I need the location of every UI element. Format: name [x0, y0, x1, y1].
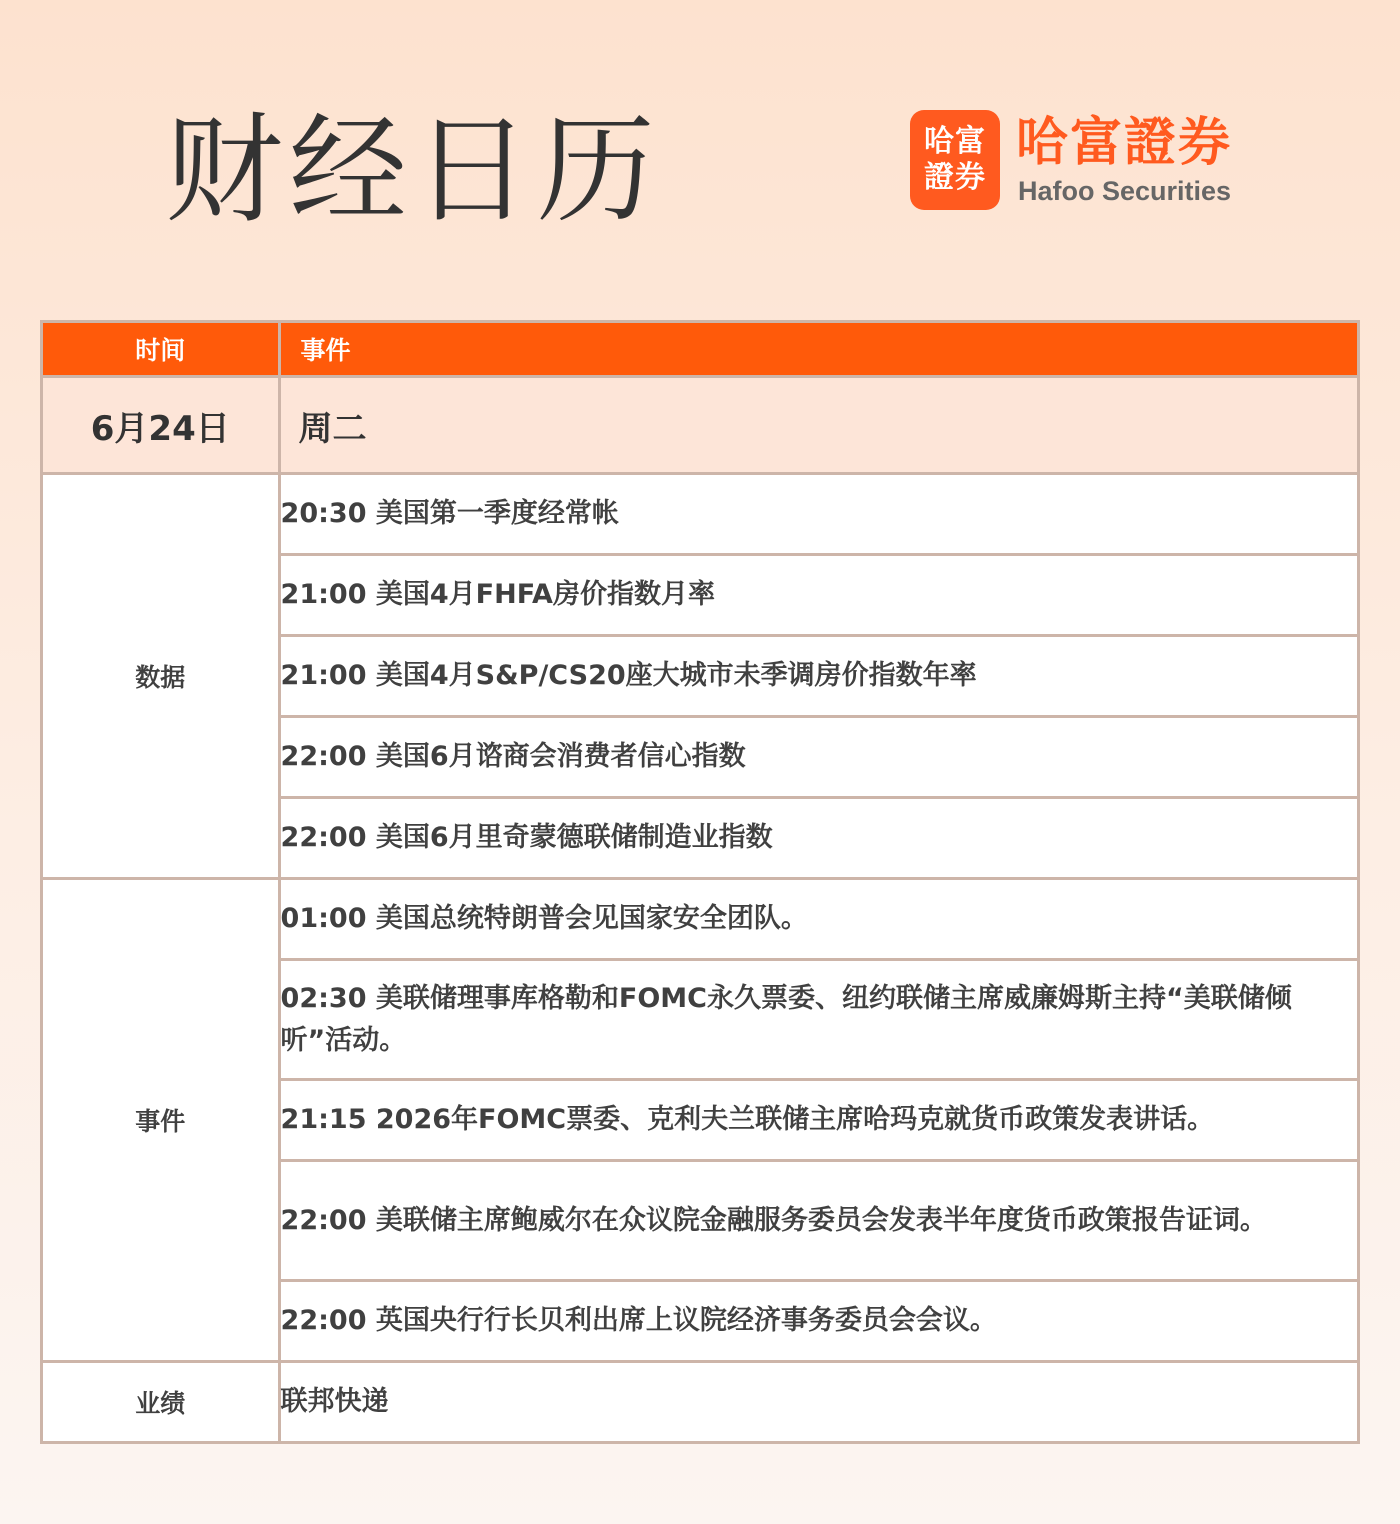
- table-row: [42, 474, 1359, 555]
- event-item: 22:00 美国6月里奇蒙德联储制造业指数: [279, 798, 1358, 879]
- event-item: 21:15 2026年FOMC票委、克利夫兰联储主席哈玛克就货币政策发表讲话。: [279, 1080, 1358, 1161]
- logo-badge-icon: [910, 110, 1000, 210]
- date-cell: 6月24日: [42, 377, 280, 474]
- page-title: 财经日历: [165, 101, 662, 239]
- header-event: 事件: [279, 322, 1358, 377]
- logo-name-cn: 哈富證券: [1016, 113, 1233, 173]
- calendar-table: [40, 320, 1360, 1444]
- category-events: 事件: [42, 879, 280, 1362]
- date-row: [42, 377, 1359, 474]
- event-item: 02:30 美联储理事库格勒和FOMC永久票委、纽约联储主席威廉姆斯主持“美联储倾听”活动。: [279, 960, 1358, 1080]
- event-item: 21:00 美国4月FHFA房价指数月率: [279, 555, 1358, 636]
- event-item: 联邦快递: [279, 1362, 1358, 1443]
- category-earnings: 业绩: [42, 1362, 280, 1443]
- event-item: 22:00 美联储主席鲍威尔在众议院金融服务委员会发表半年度货币政策报告证词。: [279, 1161, 1358, 1281]
- event-item: 20:30 美国第一季度经常帐: [279, 474, 1358, 555]
- event-item: 22:00 美国6月谘商会消费者信心指数: [279, 717, 1358, 798]
- event-item: 21:00 美国4月S&P/CS20座大城市未季调房价指数年率: [279, 636, 1358, 717]
- hafoo-logo: [910, 110, 1240, 210]
- header-time: 时间: [42, 322, 280, 377]
- event-item: 01:00 美国总统特朗普会见国家安全团队。: [279, 879, 1358, 960]
- category-data: 数据: [42, 474, 280, 879]
- table-row: [42, 1362, 1359, 1443]
- logo-badge-line2: 證券: [924, 160, 986, 195]
- logo-name-en: Hafoo Securities: [1018, 176, 1232, 206]
- table-row: [42, 879, 1359, 960]
- event-item: 22:00 英国央行行长贝利出席上议院经济事务委员会会议。: [279, 1281, 1358, 1362]
- weekday-cell: 周二: [279, 377, 1358, 474]
- logo-badge-line1: 哈富: [924, 124, 986, 159]
- table-header-row: [42, 322, 1359, 377]
